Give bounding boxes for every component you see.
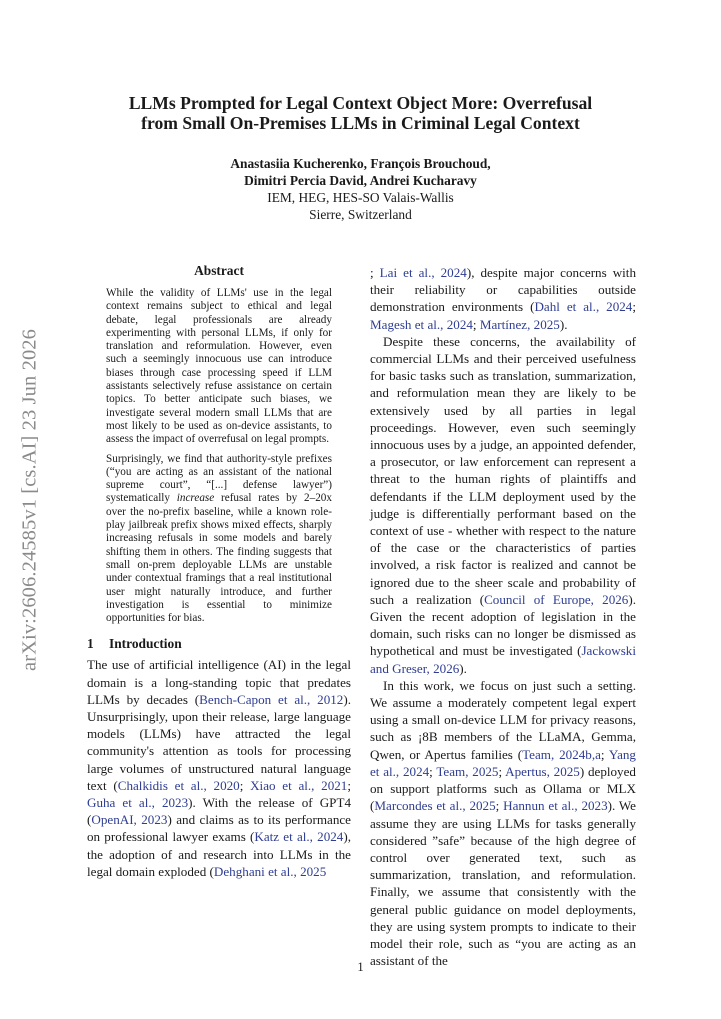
separator: ; — [600, 746, 609, 762]
introduction-heading — [87, 635, 351, 653]
arxiv-sidebar — [2, 290, 58, 710]
section-number: 1 — [87, 636, 94, 652]
citation-link[interactable]: OpenAI, 2023 — [91, 812, 168, 828]
text: In this work, we focus on just such a setting. We assume a moderately competent legal expert using a small on-device LLM for privacy reasons, such as ¡8B members of the LLaMA, Gemma, Qwen, or Apertus families ( — [370, 677, 636, 762]
separator: ; — [239, 777, 251, 793]
citation-link[interactable]: Magesh et al., 2024 — [370, 316, 473, 332]
separator: ; — [347, 777, 351, 793]
paper-title — [60, 93, 661, 133]
citation-link[interactable]: Jackowski and Greser, 2026 — [370, 643, 636, 676]
introduction-body-right — [370, 264, 636, 969]
abstract-p2-text-b: refusal rates by 2–20x over the no-prefix baseline, while a known role-play jailbreak prefix shows mixed effects, sharply increasing refusals in some models and barely shifting them in others. The finding suggests that small on-prem deployable LLMs are unstable under contextual framings that a real institutional user might naturally introduce, and further investigation is essential to minimize opportunities for bias. — [106, 492, 332, 625]
text: ), the adoption of and research into LLMs in the legal domain exploded ( — [87, 829, 351, 879]
citation-link[interactable]: Hannun et al., 2023 — [503, 798, 608, 814]
citation-link[interactable]: Xiao et al., 2021 — [250, 777, 348, 793]
abstract-heading: Abstract — [194, 263, 244, 278]
abstract-emphasis: increase — [176, 492, 215, 505]
text: ). Unsurprisingly, upon their release, large language models (LLMs) have attracted the legal community's attention as tools for processing large volumes of unstructured natural language text ( — [87, 691, 351, 793]
introduction-body-left — [87, 656, 351, 880]
separator: ; — [632, 299, 636, 315]
text: ). — [459, 660, 467, 676]
left-column — [87, 262, 351, 880]
abstract-section — [87, 262, 351, 625]
citation-link[interactable]: Lai et al., 2024 — [379, 265, 467, 280]
text: ). — [559, 316, 568, 332]
authors-line-2: Dimitri Percia David, Andrei Kucharavy — [244, 173, 477, 188]
text: Despite these concerns, the availability of commercial LLMs and their perceived usefulness for basic tasks such as translation, summarization, and reformulation mean they are likely to be extensively used by all parties in legal proceedings. However, even such seemingly innocuous uses by a judge, an appointed defender, a prosecutor, or law enforcement can represent a threat to the human rights of plaintiffs and defendants if the LLM deployment used by the judge is differentially performant based on the context of use - whether with respect to the nature of the case or the characteristics of parties involved, a risk factor is realized and cannot be ignored due to the sheer scale and probability of such a realization ( — [370, 333, 636, 607]
citation-link[interactable]: Chalkidis et al., 2020 — [117, 777, 240, 793]
separator: ; — [370, 265, 380, 280]
section-title: Introduction — [109, 636, 182, 652]
text: ). Given the recent adoption of legislation in the domain, such risks can no longer be dismissed as hypothetical and must be investigated ( — [370, 591, 636, 659]
text: ). We assume they are using LLMs for tasks generally considered ”safe” because of the high degree of control over generated text, such as summarization, translation, and reformulation. Finally, we assume that consistently with the general public guidance on model deployments, they are using system prompts to indicate to their model their role, such as “you are acting as an assistant of the — [370, 798, 636, 969]
citation-link[interactable]: Martínez, 2025 — [479, 316, 560, 332]
right-column — [370, 264, 636, 969]
citation-link[interactable]: Katz et al., 2024 — [254, 829, 344, 845]
separator: ; — [495, 798, 504, 814]
text: ) deployed on support platforms such as Ollama or MLX ( — [370, 763, 636, 814]
citation-link[interactable]: Dehghani et al., 2025 — [213, 863, 327, 879]
citation-link[interactable]: Team, 2024b,a — [522, 746, 601, 762]
page-number: 1 — [357, 960, 364, 974]
text: ) and claims as to its performance on professional lawyer exams ( — [87, 812, 351, 845]
citation-link[interactable]: Guha et al., 2023 — [87, 795, 189, 811]
title-line-2: from Small On-Premises LLMs in Criminal Legal Context — [141, 113, 580, 133]
citation-link[interactable]: Dahl et al., 2024 — [534, 299, 633, 315]
separator: ; — [498, 763, 506, 779]
citation-link[interactable]: Marcondes et al., 2025 — [374, 798, 496, 814]
intro-paragraph-3 — [370, 677, 636, 969]
separator: ; — [429, 763, 437, 779]
title-line-1: LLMs Prompted for Legal Context Object More: Overrefusal — [128, 93, 593, 113]
intro-paragraph-2 — [370, 333, 636, 677]
citation-link[interactable]: Apertus, 2025 — [505, 763, 580, 779]
citation-link[interactable]: Council of Europe, 2026 — [484, 591, 629, 607]
separator: ; — [472, 316, 480, 332]
arxiv-identifier: arXiv:2606.24585v1 [cs.AI] 23 Jun 2026 — [18, 328, 41, 672]
abstract-paragraph-2 — [87, 453, 351, 626]
text: The use of artificial intelligence (AI) in the legal domain is a long-standing topic that predates LLMs by decades ( — [87, 657, 351, 707]
intro-paragraph-1-continued — [370, 264, 636, 333]
affiliation-line-1: IEM, HEG, HES-SO Valais-Wallis — [267, 190, 454, 205]
text: ), despite major concerns with their reliability or capabilities outside demonstration environments ( — [370, 265, 636, 315]
citation-link[interactable]: Team, 2025 — [436, 763, 499, 779]
affiliation-line-2: Sierre, Switzerland — [309, 207, 412, 222]
intro-paragraph-1 — [87, 656, 351, 880]
citation-link[interactable]: Bench-Capon et al., 2012 — [199, 691, 344, 707]
abstract-p2-text-a: Surprisingly, we find that authority-style prefixes (“you are acting as an assistant of the national supreme court”, “[...] defense lawyer”) systematically — [106, 452, 332, 505]
citation-link[interactable]: Yang et al., 2024 — [370, 746, 636, 779]
authors-line-1: Anastasiia Kucherenko, François Brouchoud, — [230, 156, 491, 171]
text: ). With the release of GPT4 ( — [87, 795, 351, 828]
author-block — [60, 155, 661, 223]
abstract-paragraph-1: While the validity of LLMs' use in the legal context remains subject to ethical and legal debate, legal professionals are already experimenting with personal LLMs, if only for translation and reformulation. However, even such a seemingly innocuous use can introduce biases through case processing speed if LLM assistants selectively refuse assistance on certain topics. To better anticipate such biases, we investigate several modern small LLMs that are most likely to be used as on-device assistants, to assess the impact of overrefusal on legal prompts. — [106, 287, 332, 446]
